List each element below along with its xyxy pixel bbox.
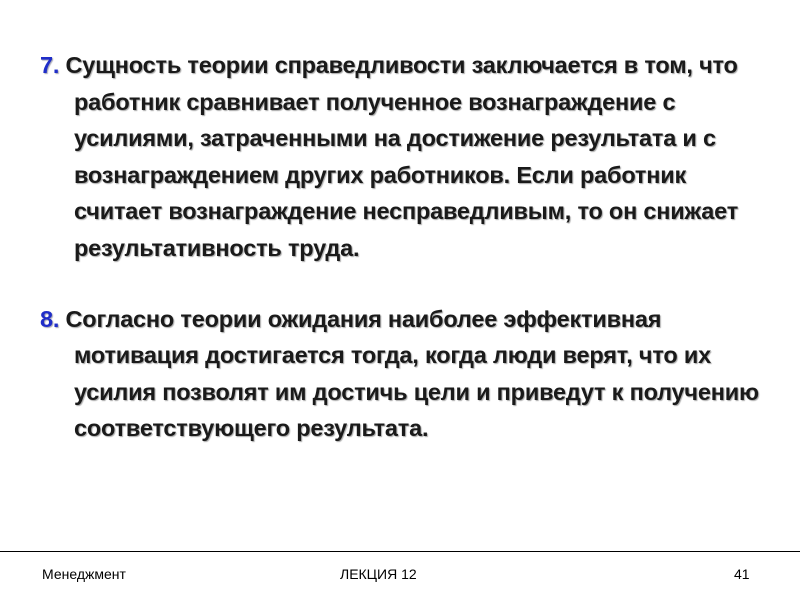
list-item-8 [40, 301, 780, 447]
item-text: Согласно теории ожидания наиболее эффективная мотивация достигается тогда, когда люди верят, что их усилия позволят им достичь цели и приведут к получению соответствующего результата. [59, 305, 759, 442]
footer-divider [0, 551, 800, 552]
footer-course-title: Менеджмент [42, 566, 126, 582]
footer-page-number: 41 [734, 566, 750, 582]
list-item-7 [40, 47, 780, 267]
footer-lecture-label: ЛЕКЦИЯ 12 [340, 566, 417, 582]
item-text: Сущность теории справедливости заключается в том, что работник сравнивает полученное вознаграждение с усилиями, затраченными на достижение результата и с вознаграждением других работников. Если работник считает вознаграждение несправедливым, то он снижает результативность труда. [59, 52, 739, 261]
item-number: 8. [40, 305, 60, 332]
item-number: 7. [40, 52, 60, 78]
slide-body [40, 47, 780, 447]
